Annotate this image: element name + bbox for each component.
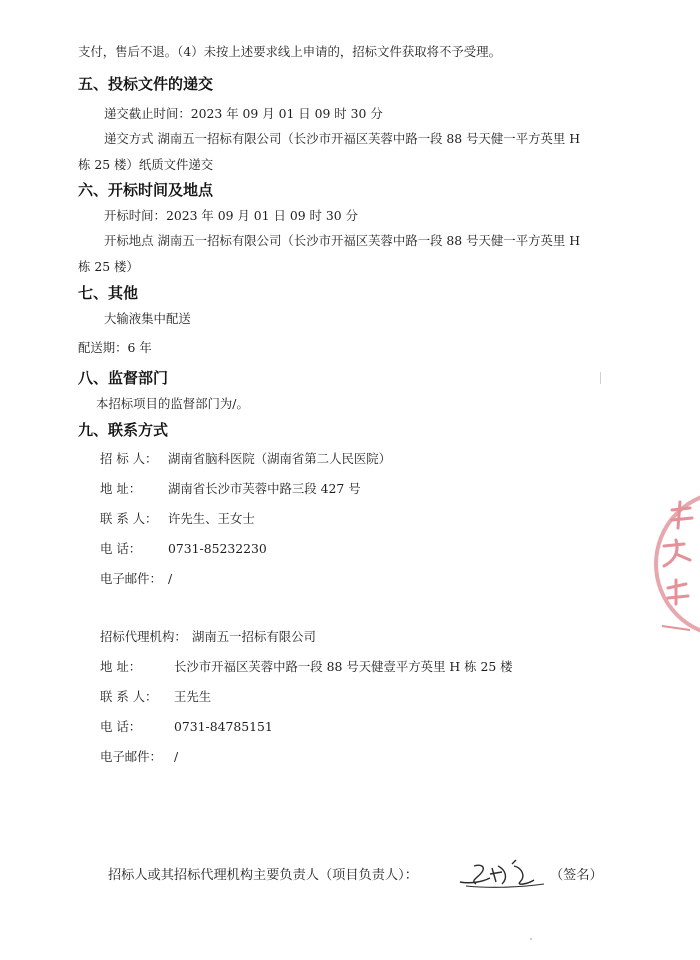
tenderer-email-value: /: [168, 571, 173, 586]
scan-mark: [600, 372, 601, 384]
agency-contact-value: 王先生: [174, 689, 212, 704]
tenderer-phone-label: 电 话：: [100, 541, 142, 556]
submission-deadline: 递交截止时间：2023 年 09 月 01 日 09 时 30 分: [104, 106, 383, 121]
other-item: 大输液集中配送: [104, 311, 191, 326]
opening-time: 开标时间：2023 年 09 月 01 日 09 时 30 分: [104, 208, 358, 223]
tenderer-label: 招 标 人：: [100, 451, 158, 466]
tenderer-phone-value: 0731-85232230: [168, 541, 267, 556]
delivery-period: 配送期：6 年: [78, 340, 152, 355]
tenderer-address-label: 地 址：: [100, 481, 142, 496]
agency-label: 招标代理机构：: [100, 629, 187, 644]
tenderer-address-value: 湖南省长沙市芙蓉中路三段 427 号: [168, 481, 361, 496]
submission-method: 递交方式 湖南五一招标有限公司（长沙市开福区芙蓉中路一段 88 号天健一平方英里 H: [104, 131, 580, 146]
handwritten-signature: [456, 858, 552, 890]
agency-phone-value: 0731-84785151: [174, 719, 273, 734]
section-heading-submission: 五、投标文件的递交: [78, 75, 214, 93]
tenderer-contact-value: 许先生、王女士: [168, 511, 255, 526]
tenderer-value: 湖南省脑科医院（湖南省第二人民医院）: [168, 451, 392, 466]
agency-phone-label: 电 话：: [100, 719, 142, 734]
opening-place: 开标地点 湖南五一招标有限公司（长沙市开福区芙蓉中路一段 88 号天健一平方英里 H: [104, 233, 580, 248]
section-heading-contact: 九、联系方式: [78, 421, 169, 439]
signature-suffix: （签名）: [550, 868, 603, 883]
section-heading-supervision: 八、监督部门: [78, 369, 169, 387]
agency-address-label: 地 址：: [100, 659, 142, 674]
section-heading-other: 七、其他: [78, 284, 139, 302]
agency-address-value: 长沙市开福区芙蓉中路一段 88 号天健壹平方英里 H 栋 25 楼: [174, 659, 513, 674]
tenderer-email-label: 电子邮件：: [100, 571, 162, 586]
agency-email-label: 电子邮件：: [100, 749, 162, 764]
signature-prefix: 招标人或其招标代理机构主要负责人（项目负责人）：: [108, 868, 418, 883]
opening-place-cont: 栋 25 楼）: [78, 259, 139, 274]
submission-method-cont: 栋 25 楼）纸质文件递交: [78, 157, 214, 172]
agency-email-value: /: [174, 749, 179, 764]
section-heading-opening: 六、开标时间及地点: [78, 181, 214, 199]
supervision-text: 本招标项目的监督部门为/。: [96, 396, 249, 411]
red-seal-stamp: [650, 488, 700, 638]
scan-mark: [530, 938, 532, 940]
agency-contact-label: 联 系 人：: [100, 689, 158, 704]
paragraph-line: 支付，售后不退。（4）未按上述要求线上申请的，招标文件获取将不予受理。: [78, 44, 501, 59]
agency-value: 湖南五一招标有限公司: [192, 629, 316, 644]
tenderer-contact-label: 联 系 人：: [100, 511, 158, 526]
